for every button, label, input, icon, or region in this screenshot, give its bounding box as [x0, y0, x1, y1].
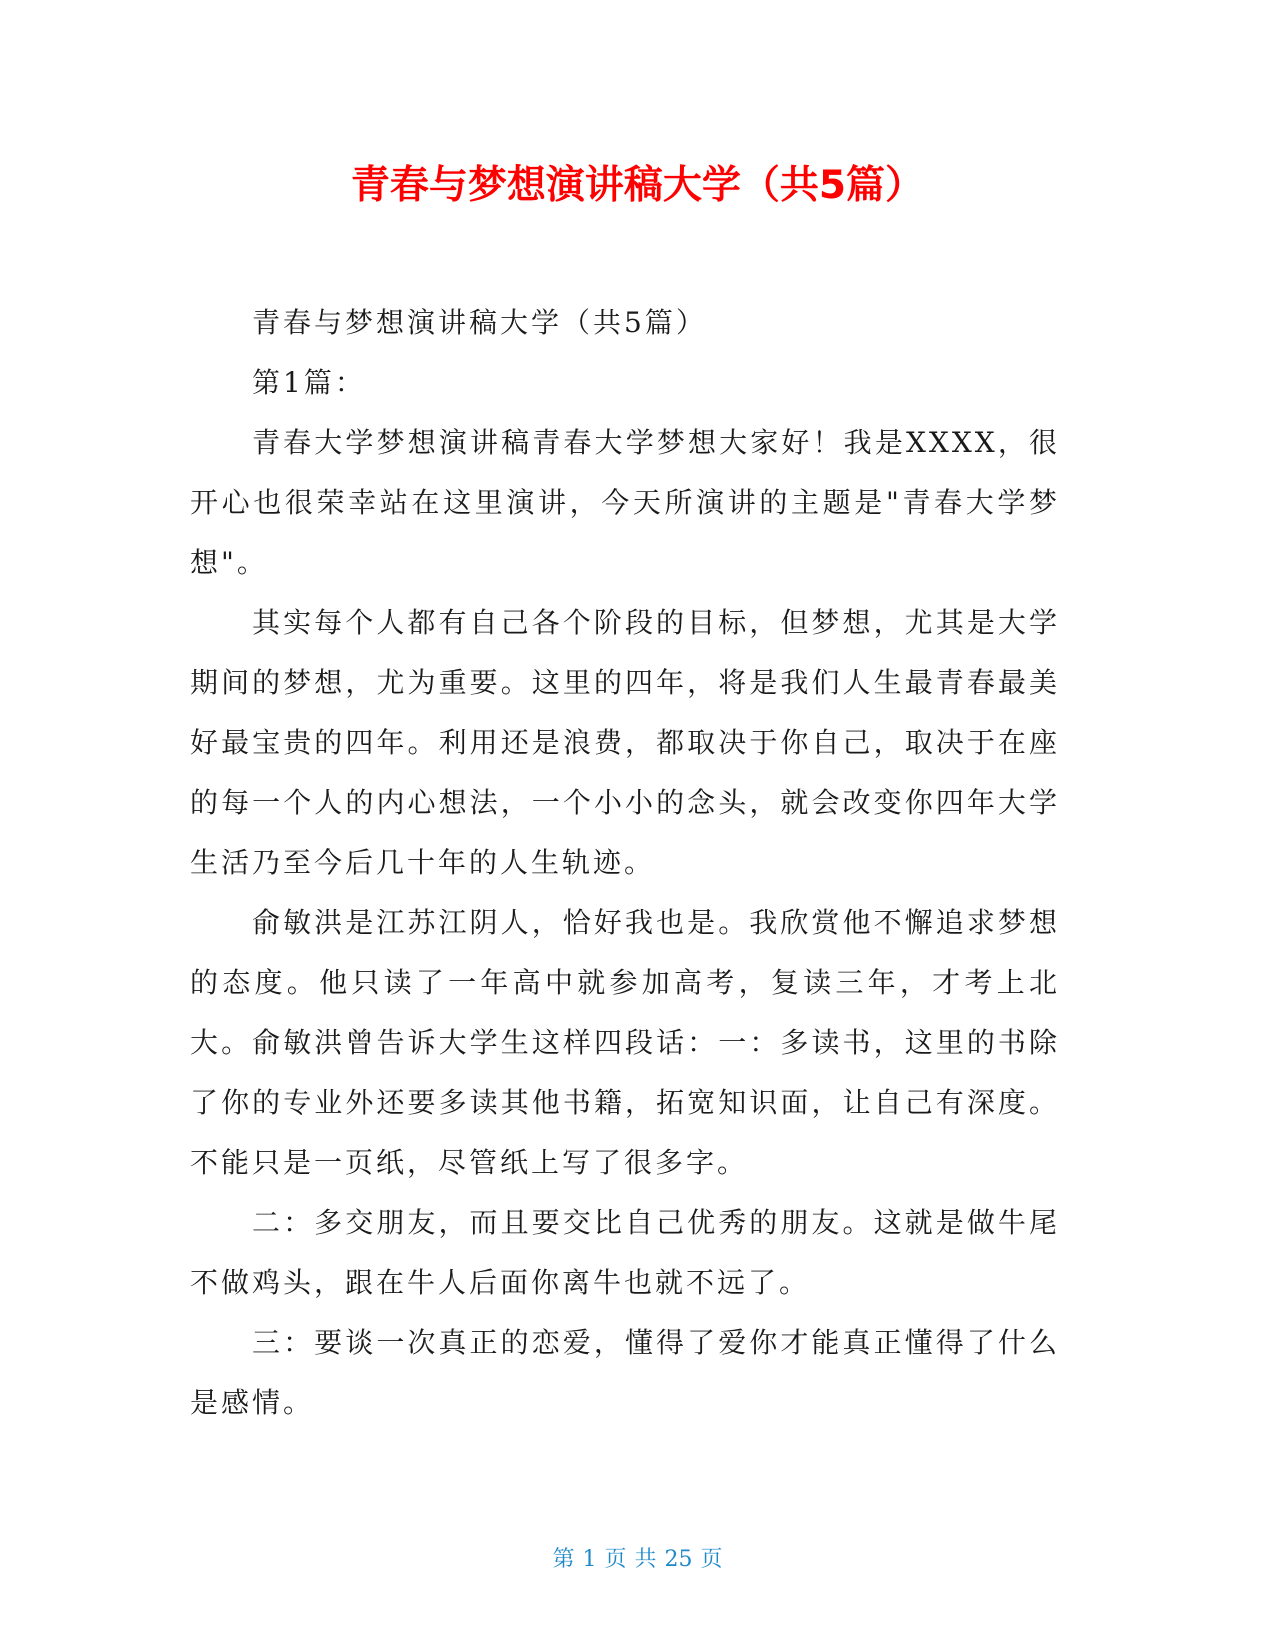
footer-prefix: 第: [552, 1547, 575, 1572]
paragraph: 青春大学梦想演讲稿青春大学梦想大家好！我是XXXX，很开心也很荣幸站在这里演讲，今天所演讲的主题是"青春大学梦想"。: [190, 426, 1060, 579]
paragraph: 俞敏洪是江苏江阴人，恰好我也是。我欣赏他不懈追求梦想的态度。他只读了一年高中就参加高考，复读三年，才考上北大。俞敏洪曾告诉大学生这样四段话：一：多读书，这里的书除了你的专业外还要多读其他书籍，拓宽知识面，让自己有深度。不能只是一页纸，尽管纸上写了很多字。: [190, 906, 1060, 1179]
paragraph: 二：多交朋友，而且要交比自己优秀的朋友。这就是做牛尾不做鸡头，跟在牛人后面你离牛也就不远了。: [190, 1206, 1060, 1299]
footer-page-word: 页: [604, 1547, 627, 1572]
paragraph: 三：要谈一次真正的恋爱，懂得了爱你才能真正懂得了什么是感情。: [190, 1326, 1060, 1419]
page-footer: [0, 1545, 1275, 1575]
document-title: 青春与梦想演讲稿大学（共5篇）: [350, 163, 925, 208]
footer-current-page: 1: [582, 1547, 597, 1572]
paragraph-section-heading: 第1篇：: [252, 366, 366, 399]
paragraph-subtitle: 青春与梦想演讲稿大学（共5篇）: [252, 306, 707, 339]
paragraph: 其实每个人都有自己各个阶段的目标，但梦想，尤其是大学期间的梦想，尤为重要。这里的四年，将是我们人生最青春最美好最宝贵的四年。利用还是浪费，都取决于你自己，取决于在座的每一个人的内心想法，一个小小的念头，就会改变你四年大学生活乃至今后几十年的人生轨迹。: [190, 606, 1060, 879]
document-body: [190, 293, 1060, 1433]
footer-total-pages: 25: [664, 1547, 693, 1572]
footer-suffix: 页: [700, 1547, 723, 1572]
footer-total-prefix: 共: [634, 1547, 657, 1572]
